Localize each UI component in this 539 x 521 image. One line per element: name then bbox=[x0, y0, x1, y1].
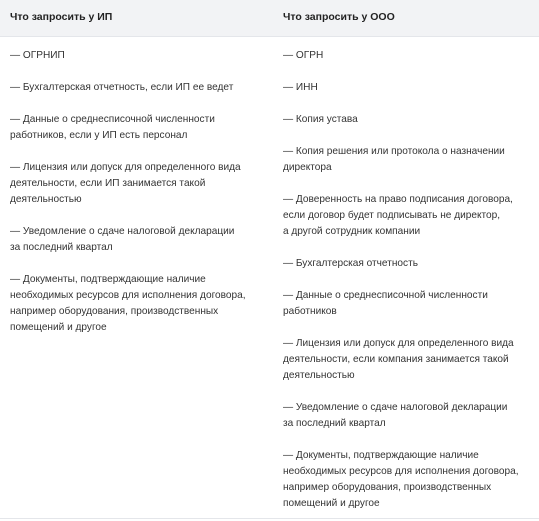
header-ip: Что запросить у ИП bbox=[10, 11, 113, 23]
list-item-line: а другой сотрудник компании bbox=[283, 226, 421, 237]
list-item-line: если договор будет подписывать не директор, bbox=[283, 210, 501, 221]
list-item bbox=[10, 48, 65, 64]
list-item-line: — Данные о среднесписочной численности bbox=[10, 114, 215, 125]
list-item bbox=[283, 336, 514, 384]
list-item-line: директора bbox=[283, 162, 332, 173]
list-item-line: — ОГРН bbox=[283, 50, 324, 61]
list-item-line: деятельностью bbox=[10, 194, 82, 205]
list-item-line: — Бухгалтерская отчетность, если ИП ее ведет bbox=[10, 82, 234, 93]
list-item-line: за последний квартал bbox=[283, 418, 386, 429]
list-item bbox=[283, 48, 323, 64]
list-item-line: работников bbox=[283, 306, 337, 317]
list-item-line: — Документы, подтверждающие наличие bbox=[10, 274, 206, 285]
list-item bbox=[10, 160, 241, 208]
list-item bbox=[283, 256, 418, 272]
list-item-line: — Доверенность на право подписания договора, bbox=[283, 194, 513, 205]
list-item-line: необходимых ресурсов для исполнения договора, bbox=[283, 466, 519, 477]
table-header-row bbox=[0, 0, 539, 37]
list-item-line: помещений и другое bbox=[283, 498, 380, 509]
list-item-line: — ИНН bbox=[283, 82, 318, 93]
list-item-line: — Данные о среднесписочной численности bbox=[283, 290, 488, 301]
list-item-line: деятельности, если компания занимается такой bbox=[283, 354, 509, 365]
list-item-line: — Лицензия или допуск для определенного вида bbox=[10, 162, 241, 173]
list-item bbox=[283, 448, 519, 512]
list-item bbox=[10, 80, 233, 96]
header-ooo: Что запросить у ООО bbox=[283, 11, 395, 23]
list-item-line: — Документы, подтверждающие наличие bbox=[283, 450, 479, 461]
list-item-line: — Копия устава bbox=[283, 114, 358, 125]
list-item bbox=[10, 224, 234, 256]
list-item-line: — Уведомление о сдаче налоговой декларации bbox=[283, 402, 508, 413]
list-item-line: — Бухгалтерская отчетность bbox=[283, 258, 418, 269]
list-item-line: например оборудования, производственных bbox=[283, 482, 492, 493]
list-item-line: например оборудования, производственных bbox=[10, 306, 219, 317]
list-item-line: — Копия решения или протокола о назначении bbox=[283, 146, 505, 157]
list-item-line: — Лицензия или допуск для определенного вида bbox=[283, 338, 514, 349]
list-item-line: — ОГРНИП bbox=[10, 50, 65, 61]
list-item-line: — Уведомление о сдаче налоговой декларации bbox=[10, 226, 235, 237]
list-item-line: деятельности, если ИП занимается такой bbox=[10, 178, 206, 189]
list-item-line: необходимых ресурсов для исполнения договора, bbox=[10, 290, 246, 301]
list-item bbox=[283, 144, 505, 176]
list-item-line: деятельностью bbox=[283, 370, 355, 381]
list-item-line: работников, если у ИП есть персонал bbox=[10, 130, 188, 141]
list-item bbox=[283, 192, 513, 240]
table-bottom-divider bbox=[0, 518, 539, 519]
list-item bbox=[283, 400, 507, 432]
list-item bbox=[10, 112, 215, 144]
list-item-line: за последний квартал bbox=[10, 242, 113, 253]
list-item-line: помещений и другое bbox=[10, 322, 107, 333]
list-item bbox=[10, 272, 246, 336]
list-item bbox=[283, 288, 488, 320]
list-item bbox=[283, 80, 318, 96]
list-item bbox=[283, 112, 358, 128]
